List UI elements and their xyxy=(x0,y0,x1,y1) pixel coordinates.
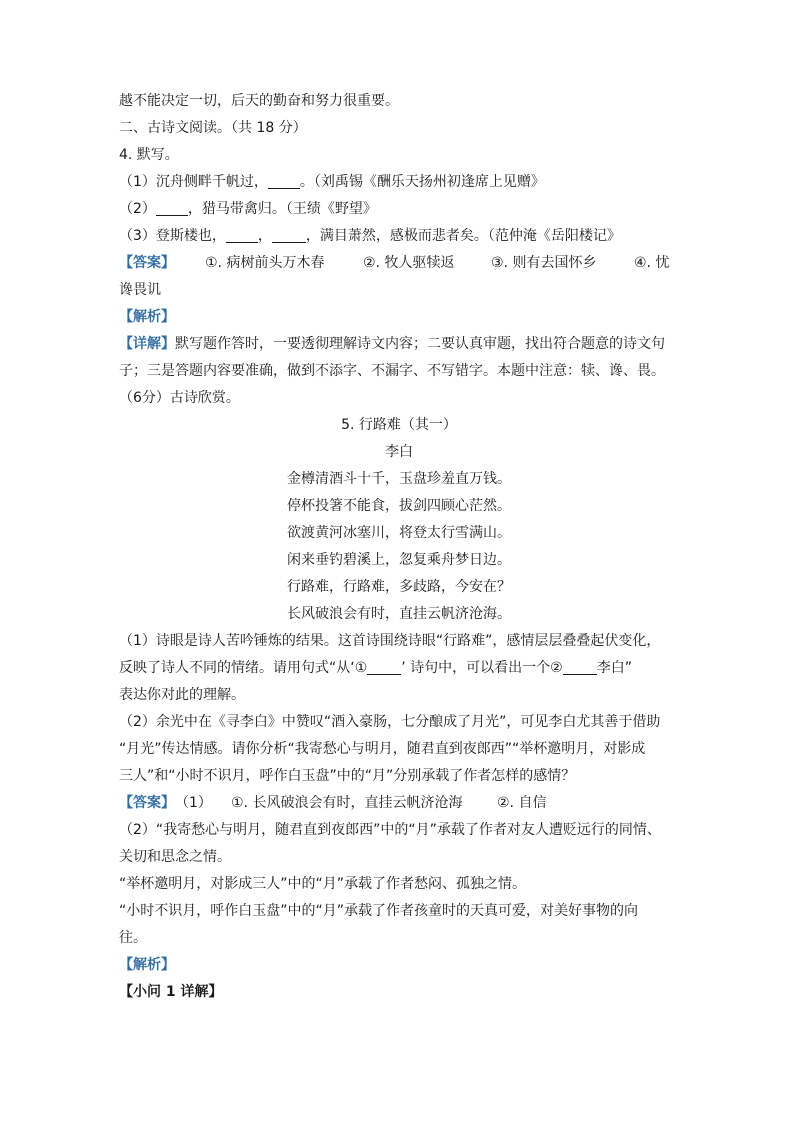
answer-item: ②. 牧人驱犊返 xyxy=(363,255,455,271)
poem-line: 闲来垂钓碧溪上，忽复乘舟梦日边。 xyxy=(287,552,511,568)
poem-line: 停杯投箸不能食，拔剑四顾心茫然。 xyxy=(287,498,511,514)
text-line xyxy=(119,655,679,682)
poem-line: 行路难，行路难，多歧路，今安在？ xyxy=(287,579,511,595)
answer-line xyxy=(119,790,679,817)
poem-author: 李白 xyxy=(385,444,413,460)
analysis-tag: 【解析】 xyxy=(119,957,175,973)
answer-item: ①. 长风破浪会有时，直挂云帆济沧海 xyxy=(231,795,463,811)
text-line: 子；三是答题内容要准确，做到不添字、不漏字、不写错字。本题中注意：犊、谗、畏。 xyxy=(119,363,665,379)
text: （1）沉舟侧畔千帆过， xyxy=(119,174,268,190)
text: 反映了诗人不同的情绪。请用句式“从‘① xyxy=(119,660,368,676)
text-line: 谗畏讥 xyxy=(119,282,161,298)
text-line: （2）“我寄愁心与明月，随君直到夜郎西”中的“月”承载了作者对友人遭贬远行的同情、 xyxy=(119,822,661,838)
question-item xyxy=(119,196,679,223)
text: ，满目萧然，感极而悲者矣。（范仲淹《岳阳楼记》 xyxy=(305,228,621,244)
poem-line: 长风破浪会有时，直挂云帆济沧海。 xyxy=(287,606,511,622)
text-line: （1）诗眼是诗人苦吟锤炼的结果。这首诗围绕诗眼“行路难”，感情层层叠叠起伏变化， xyxy=(119,633,661,649)
answer-tag: 【答案】 xyxy=(119,255,175,271)
question-item xyxy=(119,223,679,250)
text-line: “月光”传达情感。请你分析“我寄愁心与明月，随君直到夜郎西”“举杯邀明月，对影成 xyxy=(119,741,646,757)
answer-blank xyxy=(268,172,300,189)
text-line: （2）余光中在《寻李白》中赞叹“酒入豪肠，七分酿成了月光”，可见李白尤其善于借助 xyxy=(119,714,661,730)
text-line: 三人”和“小时不识月，呼作白玉盘”中的“月”分别承载了作者怎样的感情？ xyxy=(119,768,576,784)
text-line: 关切和思念之情。 xyxy=(119,849,231,865)
analysis-tag: 【解析】 xyxy=(119,309,175,325)
text: 默写题作答时，一要透彻理解诗文内容；二要认真审题，找出符合题意的诗文句 xyxy=(175,336,665,352)
answer-prefix: （1） xyxy=(175,795,212,811)
answer-tag: 【答案】 xyxy=(119,795,175,811)
section-heading: 二、古诗文阅读。（共 18 分） xyxy=(119,120,307,136)
poem-line: 欲渡黄河冰塞川，将登太行雪满山。 xyxy=(287,525,511,541)
question-item xyxy=(119,169,679,196)
text: ， xyxy=(257,228,272,244)
poem-line: 金樽清酒斗十千，玉盘珍羞直万钱。 xyxy=(287,471,511,487)
subquestion-detail-tag: 【小问 1 详解】 xyxy=(119,984,223,1000)
answer-item: ①. 病树前头万木春 xyxy=(205,255,325,271)
text: （2） xyxy=(119,201,156,217)
text: 。（刘禹锡《酬乐天扬州初逢席上见赠》 xyxy=(299,174,545,190)
text: 李白” xyxy=(596,660,632,676)
answer-blank xyxy=(156,199,188,216)
text: （3）登斯楼也， xyxy=(119,228,226,244)
text-line xyxy=(119,331,679,358)
text-line: 表达你对此的理解。 xyxy=(119,687,245,703)
text-line: 往。 xyxy=(119,930,147,946)
detail-tag: 【详解】 xyxy=(119,336,175,352)
question-title: 4. 默写。 xyxy=(119,147,179,163)
text: ’ 诗句中，可以看出一个② xyxy=(401,660,563,676)
document-page xyxy=(119,88,679,1006)
poem-title: 5. 行路难（其一） xyxy=(341,417,457,433)
answer-blank xyxy=(563,658,597,675)
answer-item: ②. 自信 xyxy=(497,795,547,811)
text: ，猎马带禽归。（王绩《野望》 xyxy=(187,201,377,217)
answer-item: ④. 忧 xyxy=(634,255,670,271)
text-line: “小时不识月，呼作白玉盘”中的“月”承载了作者孩童时的天真可爱，对美好事物的向 xyxy=(119,903,639,919)
answer-line xyxy=(119,250,679,277)
answer-blank xyxy=(367,658,401,675)
answer-blank xyxy=(226,226,258,243)
text-line: 越不能决定一切，后天的勤奋和努力很重要。 xyxy=(119,93,399,109)
answer-item: ③. 则有去国怀乡 xyxy=(491,255,597,271)
text-line: （6分）古诗欣赏。 xyxy=(119,390,240,406)
answer-blank xyxy=(272,226,306,243)
text-line: “举杯邀明月，对影成三人”中的“月”承载了作者愁闷、孤独之情。 xyxy=(119,876,527,892)
